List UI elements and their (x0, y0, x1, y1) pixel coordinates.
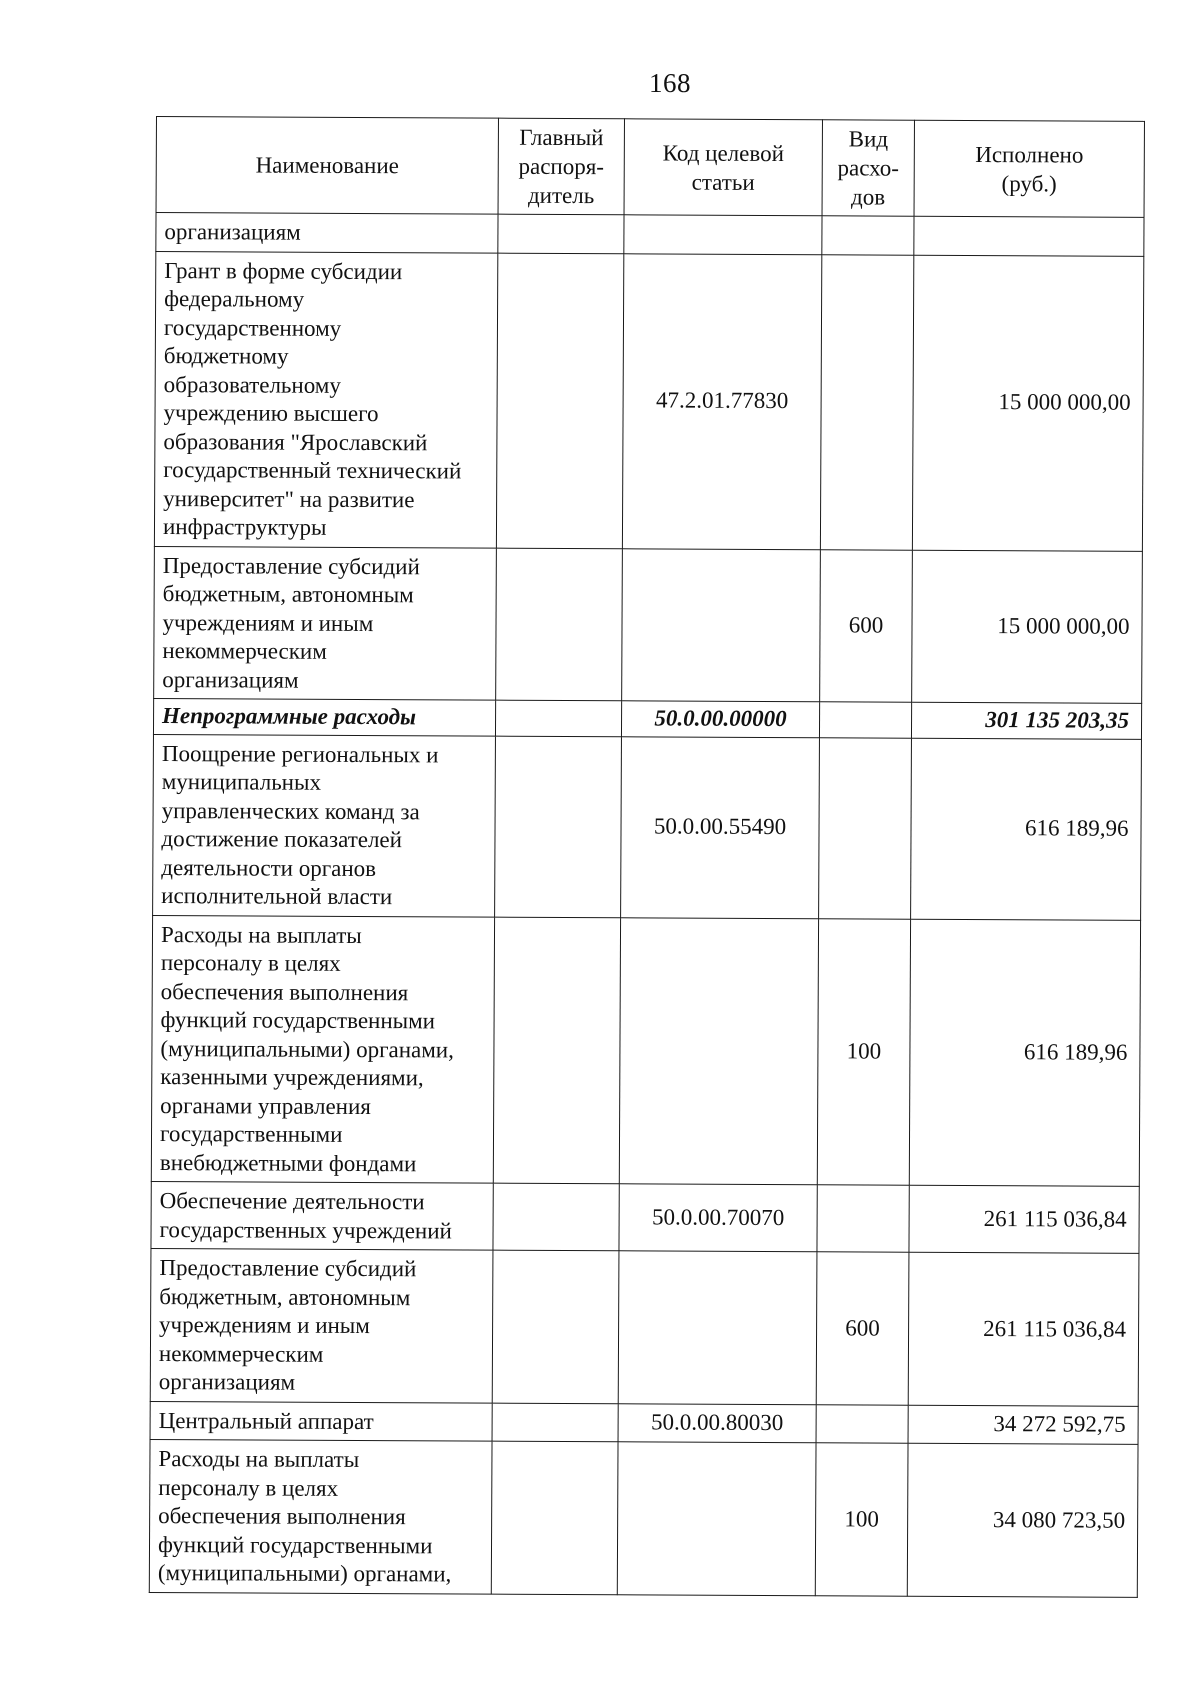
cell-kind: 100 (817, 918, 910, 1185)
cell-kind (820, 254, 913, 549)
cell-code (622, 548, 821, 701)
cell-manager (492, 1403, 618, 1442)
table-row (151, 1181, 1139, 1253)
table-row (154, 546, 1143, 703)
cell-name: Обеспечение деятельности государственных учреждений (151, 1181, 493, 1250)
table-row (154, 251, 1143, 551)
expenditure-table (149, 116, 1145, 1597)
cell-code: 50.0.00.80030 (618, 1403, 816, 1442)
cell-name: Поощрение региональных и муниципальных управленческих команд за достижение показателей деятельности органов исполнительной власти (153, 734, 496, 917)
cell-kind: 600 (816, 1252, 909, 1405)
table-row (153, 734, 1142, 920)
header-manager: Главный распоря- дитель (498, 118, 624, 215)
header-kind: Вид расхо- дов (822, 120, 914, 216)
cell-name: Расходы на выплаты персоналу в целях обеспечения выполнения функций государственными (муниципальными) органами, казенными учреждениями, органами управления государственными внебюджетными фондами (151, 915, 494, 1183)
cell-kind (819, 702, 911, 738)
cell-code: 50.0.00.55490 (621, 736, 820, 918)
cell-name: Непрограммные расходы (153, 698, 495, 735)
cell-amount: 616 189,96 (911, 738, 1142, 920)
table-row-section (153, 698, 1141, 738)
cell-amount: 616 189,96 (909, 919, 1140, 1187)
cell-manager (495, 736, 622, 918)
cell-name: организациям (156, 213, 498, 253)
cell-name: Расходы на выплаты персоналу в целях обеспечения выполнения функций государственными (муниципальными) органами, (149, 1439, 492, 1593)
cell-code (617, 1442, 816, 1595)
cell-kind: 100 (815, 1443, 908, 1596)
table-row (150, 1401, 1138, 1444)
cell-amount: 34 272 592,75 (908, 1405, 1138, 1445)
cell-name: Центральный аппарат (150, 1401, 492, 1441)
cell-amount: 301 135 203,35 (911, 702, 1141, 739)
table-row (151, 915, 1140, 1186)
page-number: 168 (649, 68, 691, 98)
cell-kind (822, 216, 914, 255)
cell-kind (816, 1404, 908, 1443)
cell-amount: 15 000 000,00 (912, 255, 1143, 551)
cell-manager (493, 917, 620, 1184)
table-row (149, 1439, 1138, 1596)
cell-code: 50.0.00.70070 (619, 1184, 817, 1252)
header-name: Наименование (156, 117, 498, 215)
cell-code (619, 917, 818, 1184)
cell-kind (817, 1185, 909, 1252)
table-header-row (156, 117, 1144, 218)
cell-manager (493, 1183, 619, 1251)
cell-code: 47.2.01.77830 (622, 253, 821, 549)
table-row (150, 1248, 1139, 1405)
cell-manager (492, 1250, 619, 1403)
table-row (156, 213, 1144, 256)
cell-kind (819, 737, 912, 918)
cell-amount (914, 216, 1144, 256)
header-amount: Исполнено (руб.) (914, 120, 1144, 217)
cell-name: Грант в форме субсидии федеральному государственному бюджетному образовательному учреждению высшего образования "Ярославский государственный технический университет" на развитие инфраструктуры (154, 251, 497, 548)
cell-manager (496, 253, 623, 549)
cell-name: Предоставление субсидий бюджетным, автономным учреждениям и иным некоммерческим организациям (154, 546, 497, 700)
cell-manager (495, 700, 621, 736)
cell-name: Предоставление субсидий бюджетным, автономным учреждениям и иным некоммерческим организациям (150, 1248, 493, 1402)
cell-manager (491, 1441, 618, 1594)
cell-manager (498, 214, 624, 253)
cell-manager (496, 548, 623, 701)
cell-kind: 600 (820, 549, 913, 702)
header-code: Код целевой статьи (624, 119, 822, 216)
cell-amount: 15 000 000,00 (912, 550, 1143, 704)
cell-code: 50.0.00.00000 (621, 701, 819, 737)
cell-amount: 261 115 036,84 (908, 1252, 1139, 1406)
cell-amount: 261 115 036,84 (909, 1185, 1139, 1253)
cell-code (618, 1251, 817, 1404)
cell-amount: 34 080 723,50 (907, 1443, 1138, 1597)
cell-code (624, 215, 822, 254)
